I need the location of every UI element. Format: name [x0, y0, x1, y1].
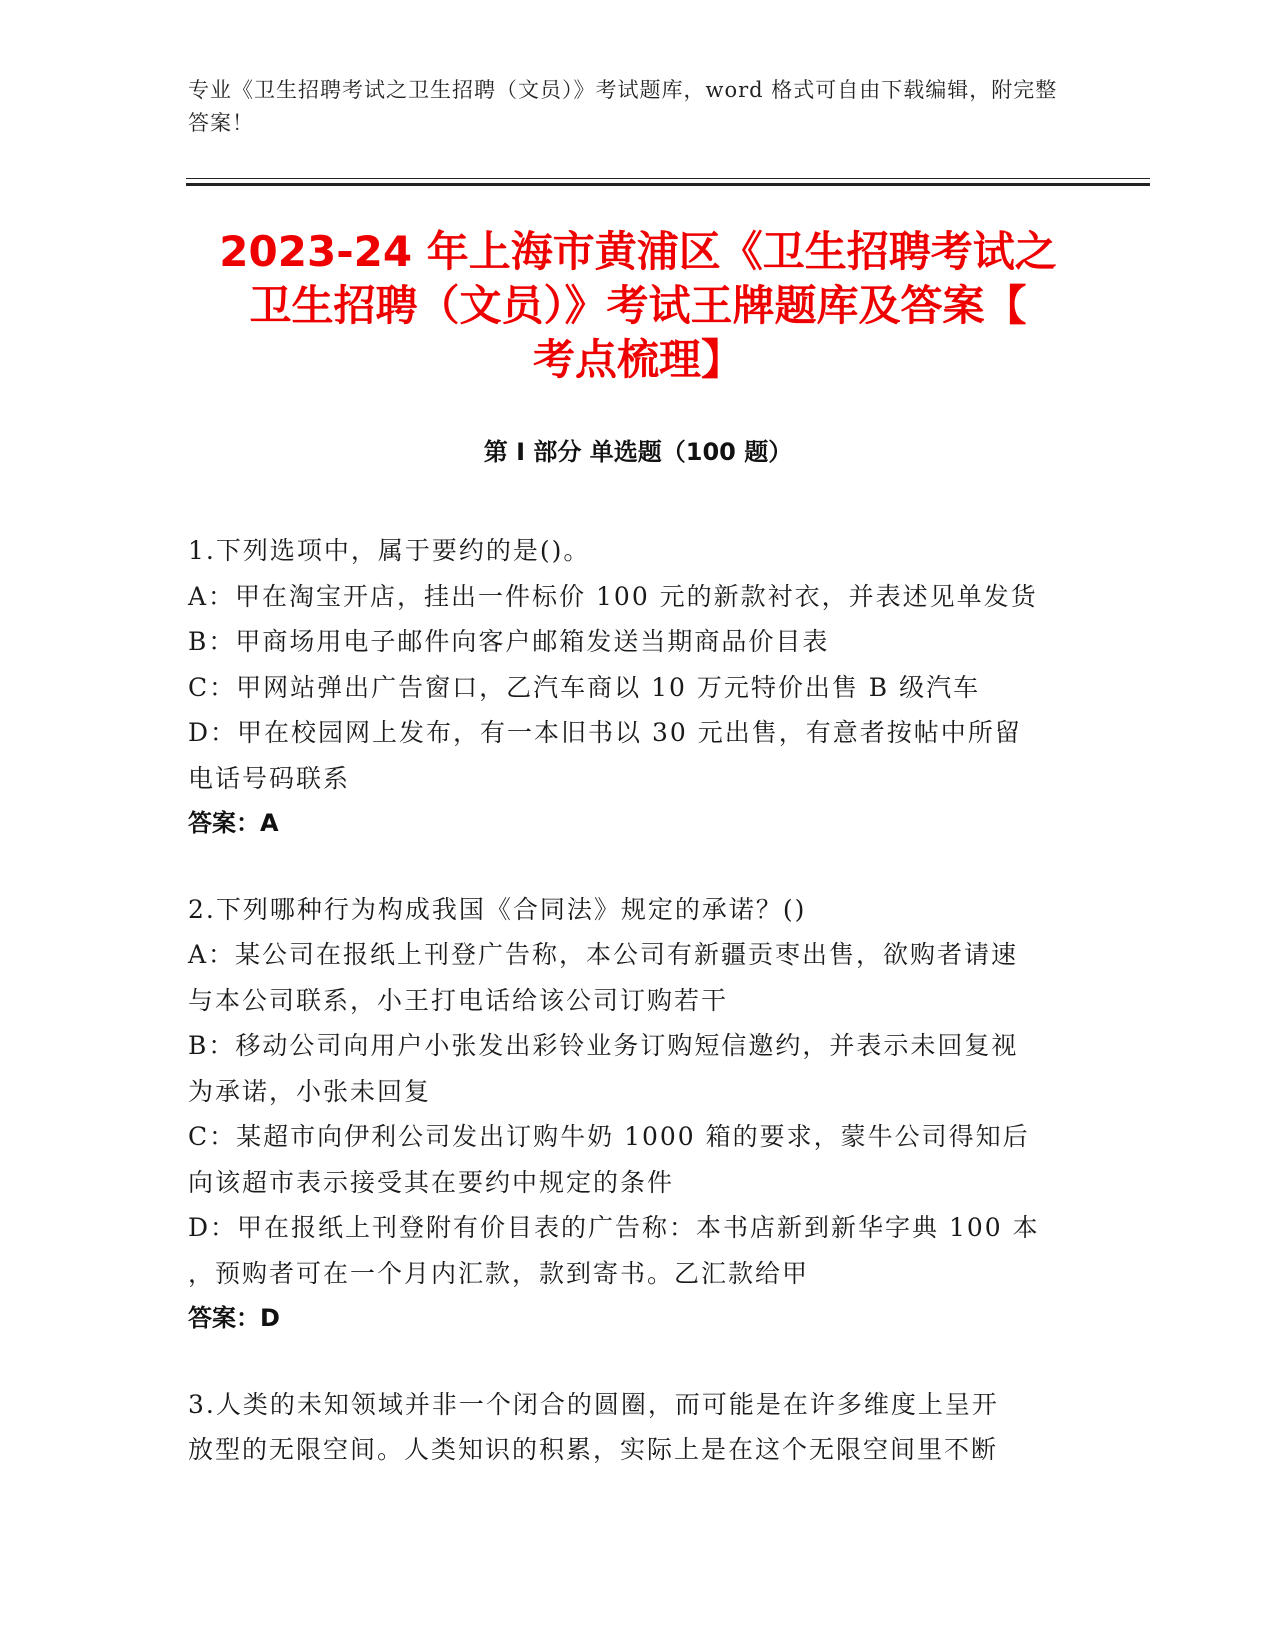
question-stem: 1.下列选项中，属于要约的是()。: [188, 536, 591, 565]
header-note: 专业《卫生招聘考试之卫生招聘（文员）》考试题库，word 格式可自由下载编辑，附完整答案！: [188, 78, 1058, 135]
title-line: 2023-24 年上海市黄浦区《卫生招聘考试之: [219, 227, 1057, 276]
question-item: [188, 1382, 1068, 1473]
header-divider-thin: [186, 178, 1150, 179]
question-list: [188, 528, 1068, 1513]
document-title: [188, 225, 1088, 387]
question-stem: 3.人类的未知领域并非一个闭合的圆圈，而可能是在许多维度上呈开: [188, 1389, 999, 1419]
option-b-continued: 为承诺，小张未回复: [188, 1076, 432, 1106]
option-b: B：甲商场用电子邮件向客户邮箱发送当期商品价目表: [188, 627, 830, 656]
answer-label: 答案：A: [188, 809, 279, 837]
header-divider-thick: [186, 183, 1150, 186]
option-d-continued: 电话号码联系: [188, 763, 351, 793]
option-b: B：移动公司向用户小张发出彩铃业务订购短信邀约，并表示未回复视: [188, 1031, 1019, 1060]
question-item: [188, 887, 1068, 1342]
question-stem: 2.下列哪种行为构成我国《合同法》规定的承诺？(): [188, 894, 807, 924]
option-a: A：某公司在报纸上刊登广告称，本公司有新疆贡枣出售，欲购者请速: [188, 940, 1019, 969]
option-d: D：甲在报纸上刊登附有价目表的广告称：本书店新到新华字典 100 本: [188, 1213, 1040, 1242]
option-c: C：甲网站弹出广告窗口，乙汽车商以 10 万元特价出售 B 级汽车: [188, 672, 981, 702]
question-stem-continued: 放型的无限空间。人类知识的积累，实际上是在这个无限空间里不断: [188, 1435, 999, 1464]
option-c: C：某超市向伊利公司发出订购牛奶 1000 箱的要求，蒙牛公司得知后: [188, 1122, 1030, 1151]
option-c-continued: 向该超市表示接受其在要约中规定的条件: [188, 1167, 675, 1197]
answer-label: 答案：D: [188, 1304, 280, 1332]
title-line: 卫生招聘（文员）》考试王牌题库及答案【: [249, 281, 1027, 330]
title-line: 考点梳理】: [532, 335, 743, 384]
option-a-continued: 与本公司联系，小王打电话给该公司订购若干: [188, 985, 729, 1015]
option-d-continued: ，预购者可在一个月内汇款，款到寄书。乙汇款给甲: [188, 1258, 810, 1288]
option-d: D：甲在校园网上发布，有一本旧书以 30 元出售，有意者按帖中所留: [188, 718, 1022, 747]
section-title: 第 I 部分 单选题（100 题）: [483, 438, 793, 466]
question-item: [188, 528, 1068, 847]
option-a: A：甲在淘宝开店，挂出一件标价 100 元的新款衬衣，并表述见单发货: [188, 581, 1038, 611]
